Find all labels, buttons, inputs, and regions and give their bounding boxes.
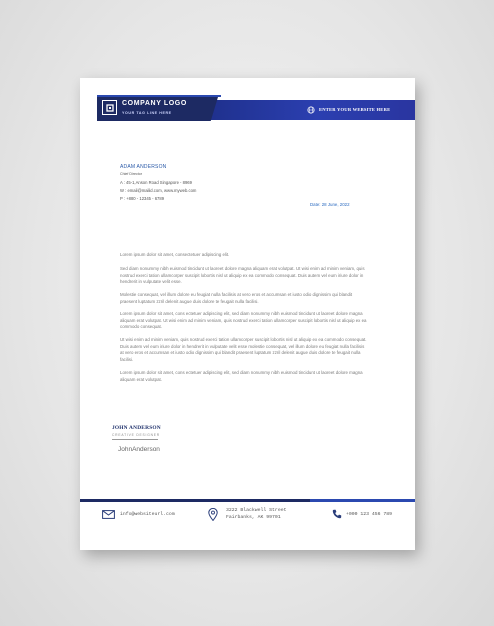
header-accent-strip — [97, 95, 221, 97]
signature-divider — [112, 439, 158, 440]
sender-address: A : 45-1,Anson Road Singapore - 8969 — [120, 180, 192, 185]
sender-name: ADAM ANDERSON — [120, 164, 167, 170]
phone-icon — [332, 509, 342, 519]
footer-address-line1: 3222 Blackwell Street — [226, 508, 287, 513]
company-logo-icon — [102, 100, 117, 115]
body-paragraph: Lorem ipsum dolor sit amet, cons ectetuer adipiscing elit, sed diam nonummy nibh euismod tincidunt ut laoreet dolore magna aliquam erat volutpat. — [120, 370, 363, 382]
footer-address-line2: Fairbanks, AK 99701 — [226, 515, 281, 520]
location-pin-icon — [208, 508, 218, 521]
header-website[interactable]: ENTER YOUR WEBSITE HERE — [319, 107, 391, 112]
letterhead-sheet — [80, 78, 415, 550]
sender-title: Chief Director — [120, 172, 142, 176]
sender-web: W : email@mailid.com, www.myweb.com — [120, 188, 197, 193]
signature: JohnAnderson — [118, 446, 160, 453]
mail-icon — [102, 510, 115, 519]
body-paragraph: Molestie consequat, vel illum dolore eu feugiat nulla facilisis at vero eros et accumsan et iusto odio dignissim qui blandit praesent luptatum zzril delenit augue duis dolore te feugait nulla facilisi. — [120, 292, 353, 304]
body-paragraph: Sed diam nonummy nibh euismod tincidunt ut laoreet dolore magna aliquam erat volutpat. Ut wisi enim ad minim veniam, quis nostrud exerci tation ullamcorper suscipit lobortis nisl ut aliquip ex ea commodo consequat. Duis autem vel eum iriure dolor in hendrerit in vulputate velit esse. — [120, 266, 365, 285]
globe-icon — [307, 106, 315, 114]
body-paragraph: Lorem ipsum dolor sit amet, cons ectetuer adipiscing elit, sed diam nonummy nibh euismod tincidunt ut laoreet dolore magna aliquam erat volutpat. Ut wisi enim ad minim veniam, quis nostrud exerci tation ullamcorper suscipit lobortis nisl ut aliquip ex ea commodo consequat. — [120, 311, 367, 330]
footer-phone[interactable]: +000 123 456 789 — [346, 512, 393, 517]
footer-email[interactable]: info@websiteurl.com — [120, 512, 175, 517]
sender-phone: P : +880 - 12345 - 6789 — [120, 196, 165, 201]
signatory-name: JOHN ANDERSON — [112, 425, 161, 431]
signatory-role: CREATIVE DESIGNER — [112, 433, 160, 437]
letter-date: Date: 28 June, 2022 — [310, 202, 350, 207]
body-paragraph: Ut wisi enim ad minim veniam, quis nostrud exerci tation ullamcorper suscipit lobortis nisl ut aliquip ex ea commodo consequat. Duis autem vel eum iriure dolor in hendrerit in vulputate velit esse molestie consequat, vel illum dolore eu feugiat nulla facilisis at vero eros et accumsan et iusto odio dignissim qui blandit praesent luptatum zzril delenit augue duis dolore te feugait nulla facilisi. — [120, 337, 367, 363]
company-tagline: YOUR TAG LINE HERE — [122, 111, 172, 115]
footer-accent-rule — [310, 499, 415, 502]
company-name: COMPANY LOGO — [122, 100, 187, 107]
body-paragraph: Lorem ipsum dolor sit amet, consectetuer adipiscing elit. — [120, 252, 230, 257]
